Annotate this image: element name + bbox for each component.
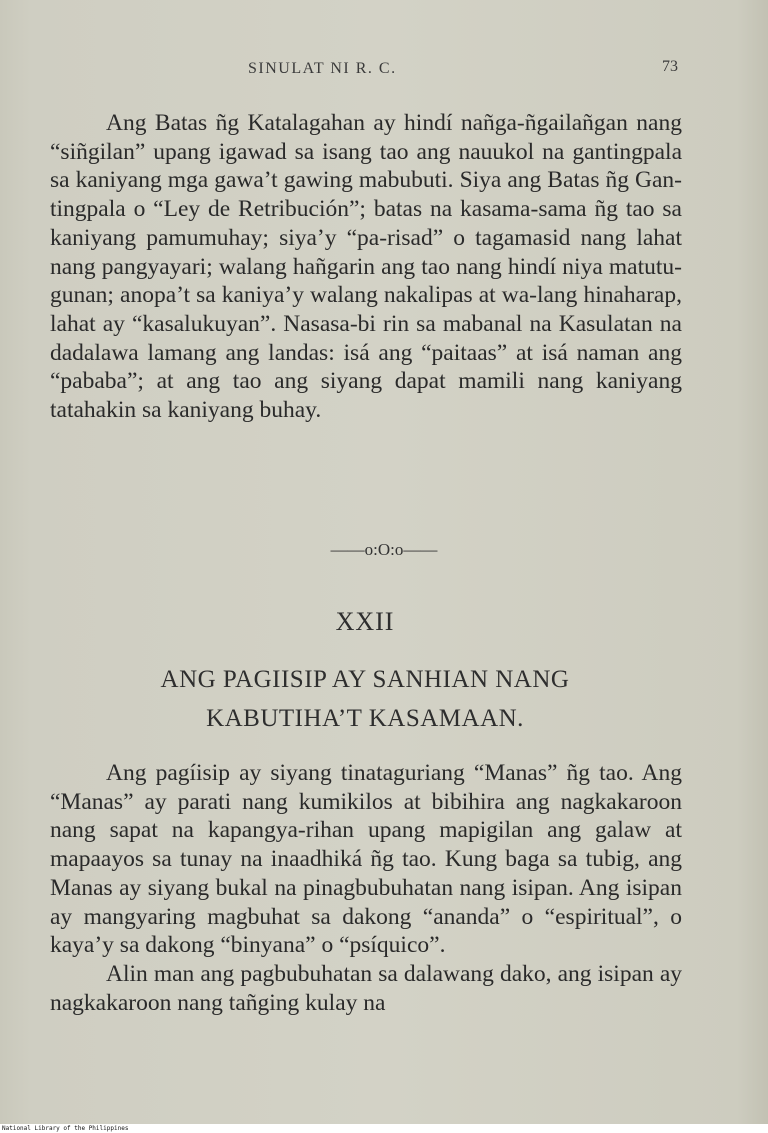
chapter-title-line-1: ANG PAGIISIP AY SANHIAN NANG	[160, 666, 570, 693]
chapter-title-line-2: KABUTIHA’T KASAMAAN.	[206, 705, 524, 732]
body-text-bottom	[50, 759, 682, 1017]
paragraph: Ang pagíisip ay siyang tinataguriang “Manas” ñg tao. Ang “Manas” ay parati nang kumikilos at bibihira ang nagkakaroon nang sapat na kapangya-rihan upang mapigilan ang galaw at mapaayos sa tunay na inaadhiká ñg tao. Kung baga sa tubig, ang Manas ay siyang bukal na pinagbubuhatan nang isipan. Ang isipan ay mangyaring magbuhat sa dakong “ananda” o “espiritual”, o kaya’y sa dakong “binyana” o “psíquico”.	[50, 760, 682, 959]
paragraph: Ang Batas ñg Katalagahan ay hindí nañga-ñgailañgan nang “siñgilan” upang igawad sa isang tao ang nauukol na gantingpala sa kaniyang mga gawa’t gawing mabubuti. Siya ang Batas ñg Gan-tingpala o “Ley de Retribución”; batas na kasama-sama ñg tao sa kaniyang pamumuhay; siya’y “pa-risad” o tagamasid nang lahat nang pangyayari; walang hañgarin ang tao nang hindí niya matutu-gunan; anopa’t sa kaniya’y walang nakalipas at wa-lang hinaharap, lahat ay “kasalukuyan”. Nasasa-bi rin sa mabanal na Kasulatan na dadalawa lamang ang landas: isá ang “paitaas” at isá naman ang “pababa”; at ang tao ang siyang dapat mamili nang kaniyang tatahakin sa kaniyang buhay.	[50, 110, 682, 424]
library-credit: National Library of the Philippines	[2, 1125, 129, 1132]
body-text-top	[50, 109, 682, 425]
section-divider-ornament: ——o:O:o——	[330, 540, 438, 559]
chapter-number: XXII	[335, 607, 395, 636]
running-head: SINULAT NI R. C.	[248, 60, 397, 77]
page-number: 73	[662, 58, 678, 75]
paragraph: Alin man ang pagbubuhatan sa dalawang dako, ang isipan ay nagkakaroon nang tañging kulay na	[50, 960, 682, 1016]
